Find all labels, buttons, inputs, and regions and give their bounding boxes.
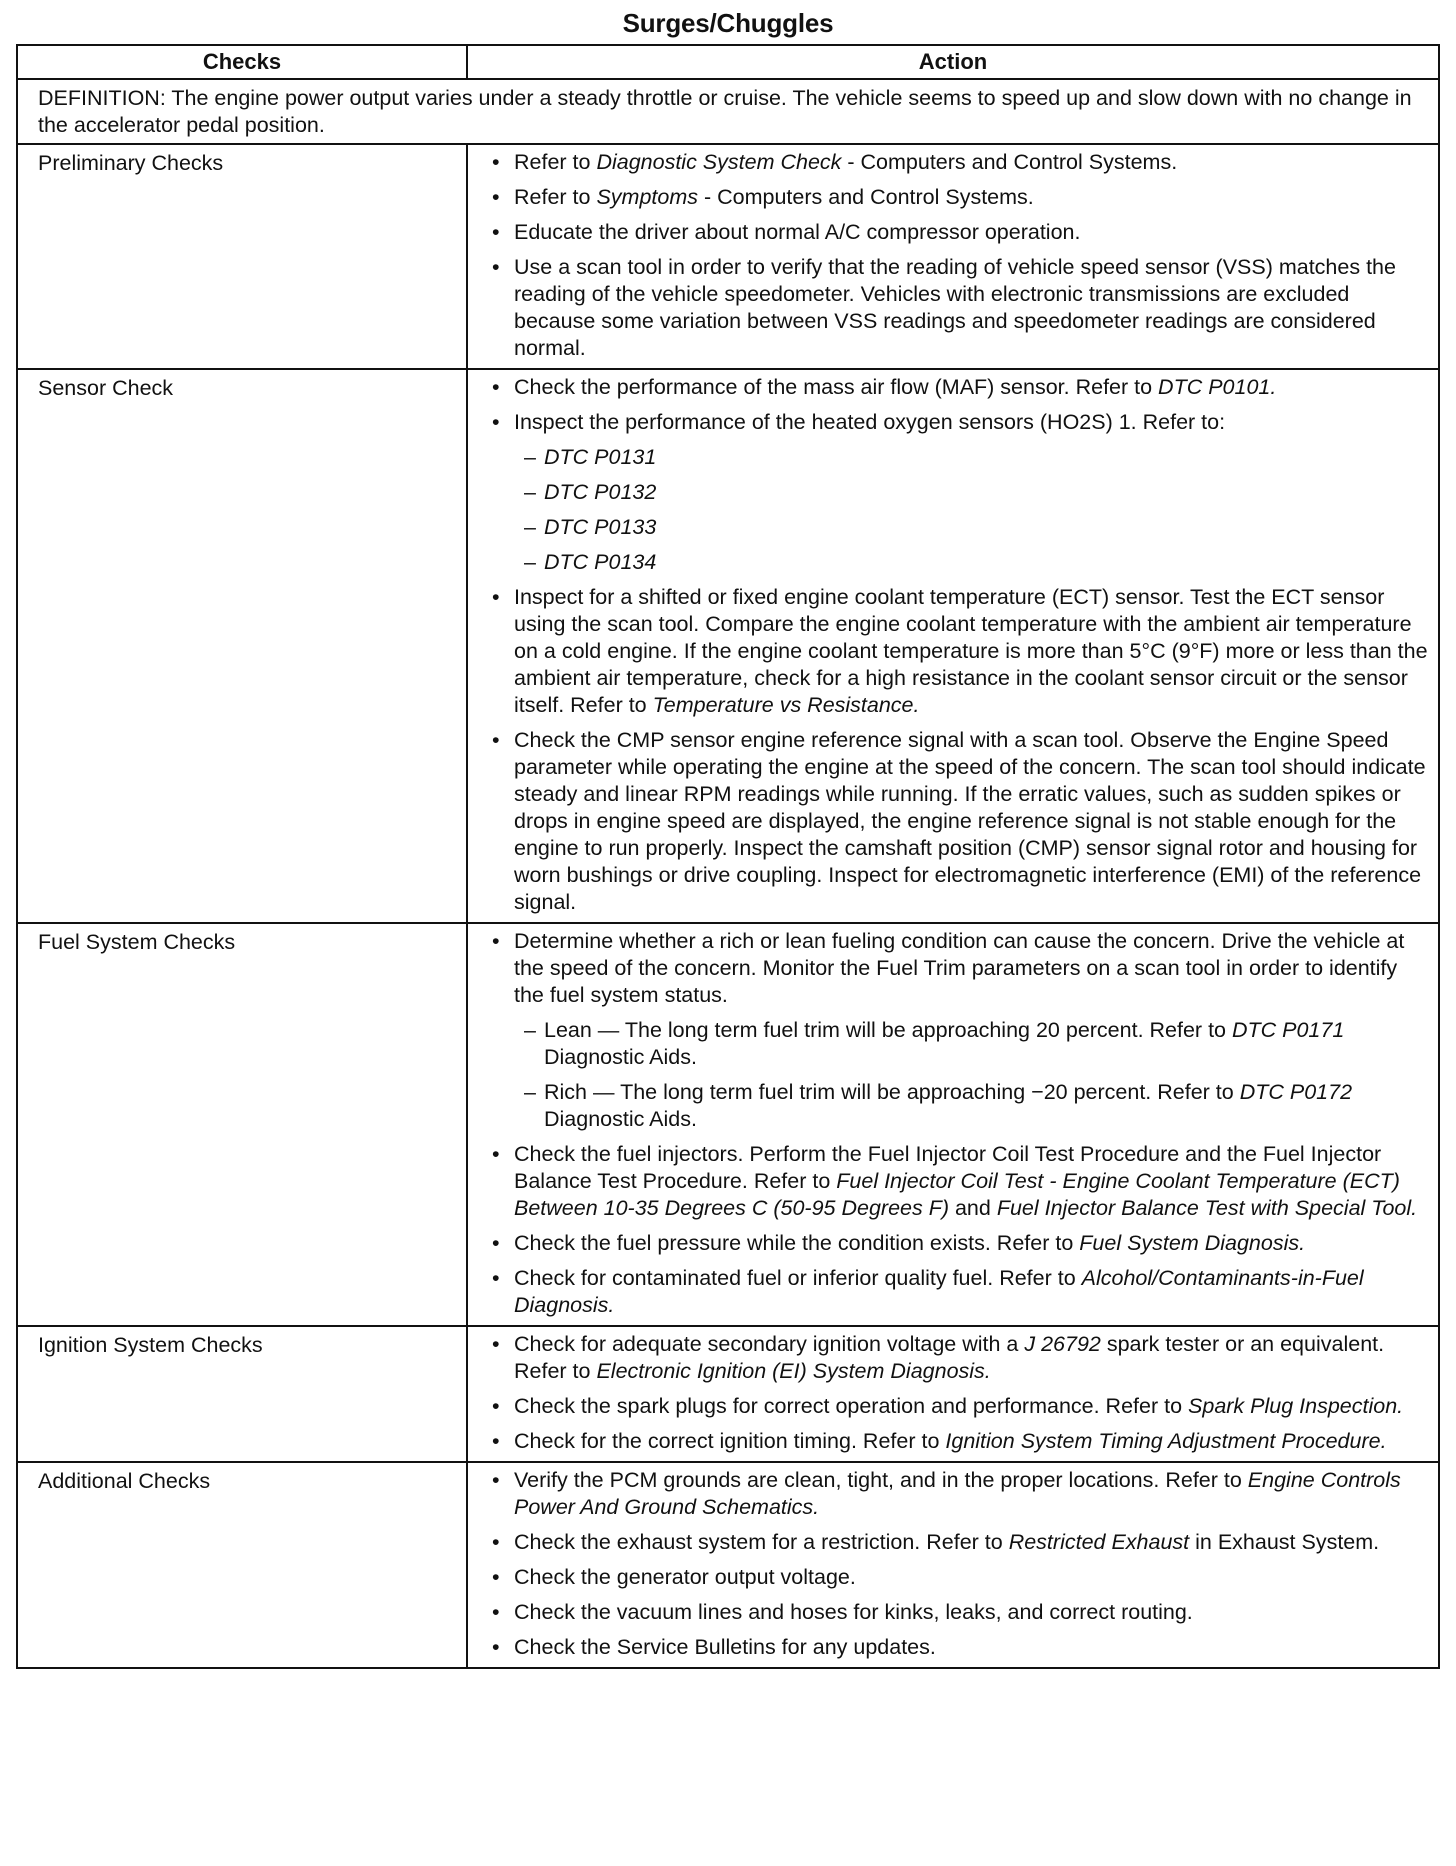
action-cell xyxy=(467,144,1439,369)
action-list xyxy=(490,928,1430,1319)
sub-list-item xyxy=(514,514,1430,541)
list-item xyxy=(490,584,1430,719)
check-category: Fuel System Checks xyxy=(17,923,467,1326)
reference-text: DTC P0134 xyxy=(544,550,657,574)
sub-list-item xyxy=(514,479,1430,506)
list-item xyxy=(490,1141,1430,1222)
action-text: Inspect the performance of the heated oxygen sensors (HO2S) 1. Refer to: xyxy=(514,410,1226,434)
action-cell xyxy=(467,923,1439,1326)
reference-text: DTC P0171 xyxy=(1231,1018,1345,1042)
reference-text: Spark Plug Inspection. xyxy=(1188,1394,1404,1418)
action-text: Refer to xyxy=(514,185,597,209)
action-text: Educate the driver about normal A/C compressor operation. xyxy=(514,220,1081,244)
action-text: Check the spark plugs for correct operation and performance. Refer to xyxy=(514,1394,1189,1418)
reference-text: DTC P0132 xyxy=(544,480,657,504)
reference-text: Fuel System Diagnosis. xyxy=(1079,1231,1306,1255)
action-list xyxy=(490,1467,1430,1661)
reference-text: DTC P0133 xyxy=(544,515,657,539)
reference-text: DTC P0172 xyxy=(1239,1080,1353,1104)
sub-list-item xyxy=(514,444,1430,471)
action-text: Lean — The long term fuel trim will be approaching 20 percent. Refer to xyxy=(544,1018,1232,1042)
table-row xyxy=(17,144,1439,369)
action-text: Check the vacuum lines and hoses for kinks, leaks, and correct routing. xyxy=(514,1600,1193,1624)
action-text: Refer to xyxy=(514,150,597,174)
action-cell xyxy=(467,369,1439,923)
list-item xyxy=(490,1599,1430,1626)
checks-column-header: Checks xyxy=(17,45,467,79)
list-item xyxy=(490,184,1430,211)
action-cell xyxy=(467,1462,1439,1668)
reference-text: J 26792 xyxy=(1024,1332,1101,1356)
list-item xyxy=(490,1634,1430,1661)
reference-text: Alcohol/Contaminants-in-Fuel Diagnosis. xyxy=(514,1266,1364,1317)
table-row xyxy=(17,1462,1439,1668)
action-text: Check for contaminated fuel or inferior quality fuel. Refer to xyxy=(514,1266,1082,1290)
reference-text: DTC P0131 xyxy=(544,445,657,469)
reference-text: Electronic Ignition (EI) System Diagnosis. xyxy=(596,1359,991,1383)
diagnostic-table xyxy=(16,44,1440,1669)
table-row xyxy=(17,369,1439,923)
definition-text: DEFINITION: The engine power output varies under a steady throttle or cruise. The vehicle seems to speed up and slow down with no change in the accelerator pedal position. xyxy=(17,79,1439,144)
list-item xyxy=(490,1230,1430,1257)
check-category: Sensor Check xyxy=(17,369,467,923)
check-category: Preliminary Checks xyxy=(17,144,467,369)
check-category: Additional Checks xyxy=(17,1462,467,1668)
action-column-header: Action xyxy=(467,45,1439,79)
definition-row xyxy=(17,79,1439,144)
list-item xyxy=(490,254,1430,362)
action-list xyxy=(490,374,1430,916)
list-item xyxy=(490,1428,1430,1455)
reference-text: DTC P0101. xyxy=(1158,375,1277,399)
action-text: Check the fuel pressure while the condition exists. Refer to xyxy=(514,1231,1080,1255)
reference-text: Diagnostic System Check xyxy=(596,150,842,174)
check-category: Ignition System Checks xyxy=(17,1326,467,1462)
reference-text: Ignition System Timing Adjustment Procedure. xyxy=(945,1429,1387,1453)
list-item xyxy=(490,149,1430,176)
action-text: Check for the correct ignition timing. Refer to xyxy=(514,1429,946,1453)
action-text: - Computers and Control Systems. xyxy=(841,150,1178,174)
reference-text: Restricted Exhaust xyxy=(1008,1530,1190,1554)
action-text: Diagnostic Aids. xyxy=(544,1107,697,1131)
action-text: - Computers and Control Systems. xyxy=(698,185,1034,209)
action-text: Diagnostic Aids. xyxy=(544,1045,697,1069)
sub-list-item xyxy=(514,1017,1430,1071)
action-list xyxy=(490,149,1430,362)
action-text: Check the fuel injectors. Perform the Fuel Injector Coil Test Procedure and the Fuel Injector Balance Test Procedure. Refer to xyxy=(514,1142,1382,1193)
list-item xyxy=(490,219,1430,246)
action-text: Check for adequate secondary ignition voltage with a xyxy=(514,1332,1025,1356)
list-item xyxy=(490,1331,1430,1385)
list-item xyxy=(490,928,1430,1133)
reference-text: Engine Controls Power And Ground Schematics. xyxy=(514,1468,1401,1519)
sub-list xyxy=(514,1017,1430,1133)
sub-list-item xyxy=(514,549,1430,576)
reference-text: Temperature vs Resistance. xyxy=(652,693,920,717)
action-text: Check the Service Bulletins for any updates. xyxy=(514,1635,936,1659)
list-item xyxy=(490,1393,1430,1420)
table-row xyxy=(17,1326,1439,1462)
list-item xyxy=(490,727,1430,916)
list-item xyxy=(490,374,1430,401)
action-text: in Exhaust System. xyxy=(1189,1530,1380,1554)
action-text: Rich — The long term fuel trim will be approaching −20 percent. Refer to xyxy=(544,1080,1240,1104)
list-item xyxy=(490,409,1430,576)
action-text: spark tester or an equivalent. Refer to xyxy=(514,1332,1385,1383)
reference-text: Fuel Injector Coil Test - Engine Coolant Temperature (ECT) Between 10-35 Degrees C (50-95 Degrees F) xyxy=(514,1169,1400,1220)
list-item xyxy=(490,1467,1430,1521)
table-row xyxy=(17,923,1439,1326)
list-item xyxy=(490,1529,1430,1556)
action-text: Determine whether a rich or lean fueling condition can cause the concern. Drive the vehicle at the speed of the concern. Monitor the Fuel Trim parameters on a scan tool in order to identify the fuel system status. xyxy=(514,929,1405,1007)
action-cell xyxy=(467,1326,1439,1462)
action-text: and xyxy=(949,1196,997,1220)
list-item xyxy=(490,1265,1430,1319)
reference-text: Fuel Injector Balance Test with Special Tool. xyxy=(996,1196,1418,1220)
action-text: Check the CMP sensor engine reference signal with a scan tool. Observe the Engine Speed parameter while operating the engine at the speed of the concern. The scan tool should indicate steady and linear RPM readings while running. If the erratic values, such as sudden spikes or drops in engine speed are displayed, the engine reference signal is not stable enough for the engine to run properly. Inspect the camshaft position (CMP) sensor signal rotor and housing for worn bushings or drive coupling. Inspect for electromagnetic interference (EMI) of the reference signal. xyxy=(514,728,1426,914)
action-text: Check the exhaust system for a restriction. Refer to xyxy=(514,1530,1009,1554)
action-text: Check the performance of the mass air flow (MAF) sensor. Refer to xyxy=(514,375,1159,399)
sub-list-item xyxy=(514,1079,1430,1133)
action-text: Use a scan tool in order to verify that the reading of vehicle speed sensor (VSS) matches the reading of the vehicle speedometer. Vehicles with electronic transmissions are excluded because some variation between VSS readings and speedometer readings are considered normal. xyxy=(514,255,1396,360)
table-header-row xyxy=(17,45,1439,79)
action-text: Inspect for a shifted or fixed engine coolant temperature (ECT) sensor. Test the ECT sensor using the scan tool. Compare the engine coolant temperature with the ambient air temperature on a cold engine. If the engine coolant temperature is more than 5°C (9°F) more or less than the ambient air temperature, check for a high resistance in the coolant sensor circuit or the sensor itself. Refer to xyxy=(514,585,1428,717)
action-text: Check the generator output voltage. xyxy=(514,1565,856,1589)
sub-list xyxy=(514,444,1430,576)
action-text: Verify the PCM grounds are clean, tight, and in the proper locations. Refer to xyxy=(514,1468,1248,1492)
action-list xyxy=(490,1331,1430,1455)
reference-text: Symptoms xyxy=(596,185,699,209)
document-title: Surges/Chuggles xyxy=(622,8,834,38)
list-item xyxy=(490,1564,1430,1591)
